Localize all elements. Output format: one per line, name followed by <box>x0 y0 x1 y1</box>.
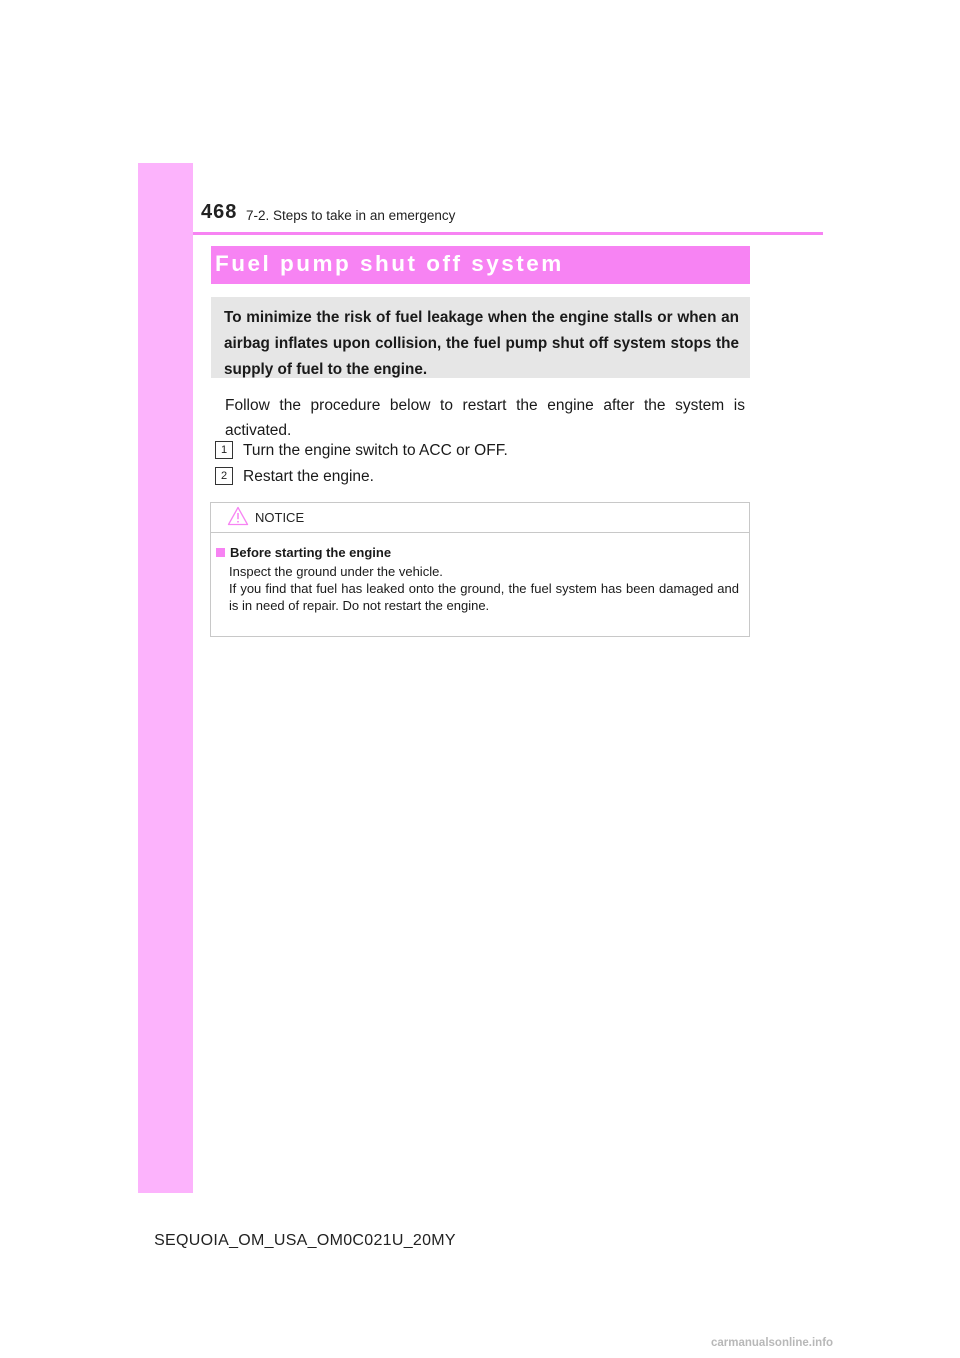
notice-header <box>211 503 749 533</box>
notice-heading: Before starting the engine <box>230 545 392 560</box>
notice-content <box>211 543 749 614</box>
notice-box <box>210 502 750 637</box>
warning-triangle-icon <box>227 506 249 526</box>
body-paragraph: Follow the procedure below to restart the engine after the system is activated. <box>225 397 745 439</box>
notice-heading-row <box>216 543 739 563</box>
square-bullet-icon <box>216 548 225 557</box>
step-number: 2 <box>215 467 233 485</box>
watermark: carmanualsonline.info <box>711 1337 834 1349</box>
section-header: 7-2. Steps to take in an emergency <box>246 208 456 223</box>
side-tab <box>138 163 193 1193</box>
footer-doc-id: SEQUOIA_OM_USA_OM0C021U_20MY <box>154 1232 456 1249</box>
page-number: 468 <box>201 201 238 223</box>
step-number: 1 <box>215 441 233 459</box>
intro-text: To minimize the risk of fuel leakage when the engine stalls or when an airbag inflates upon collision, the fuel pump shut off system stops the supply of fuel to the engine. <box>224 309 739 378</box>
notice-label: NOTICE <box>255 510 305 525</box>
step-text: Turn the engine switch to ACC or OFF. <box>243 442 508 459</box>
step-text: Restart the engine. <box>243 468 374 485</box>
notice-line: If you find that fuel has leaked onto the ground, the fuel system has been damaged and is in need of repair. Do not restart the engine. <box>229 581 739 613</box>
notice-line: Inspect the ground under the vehicle. <box>229 564 443 579</box>
title-bar <box>211 246 750 284</box>
intro-box <box>211 297 750 378</box>
page-title: Fuel pump shut off system <box>215 251 564 276</box>
notice-body <box>216 563 739 614</box>
header-rule <box>193 232 823 235</box>
